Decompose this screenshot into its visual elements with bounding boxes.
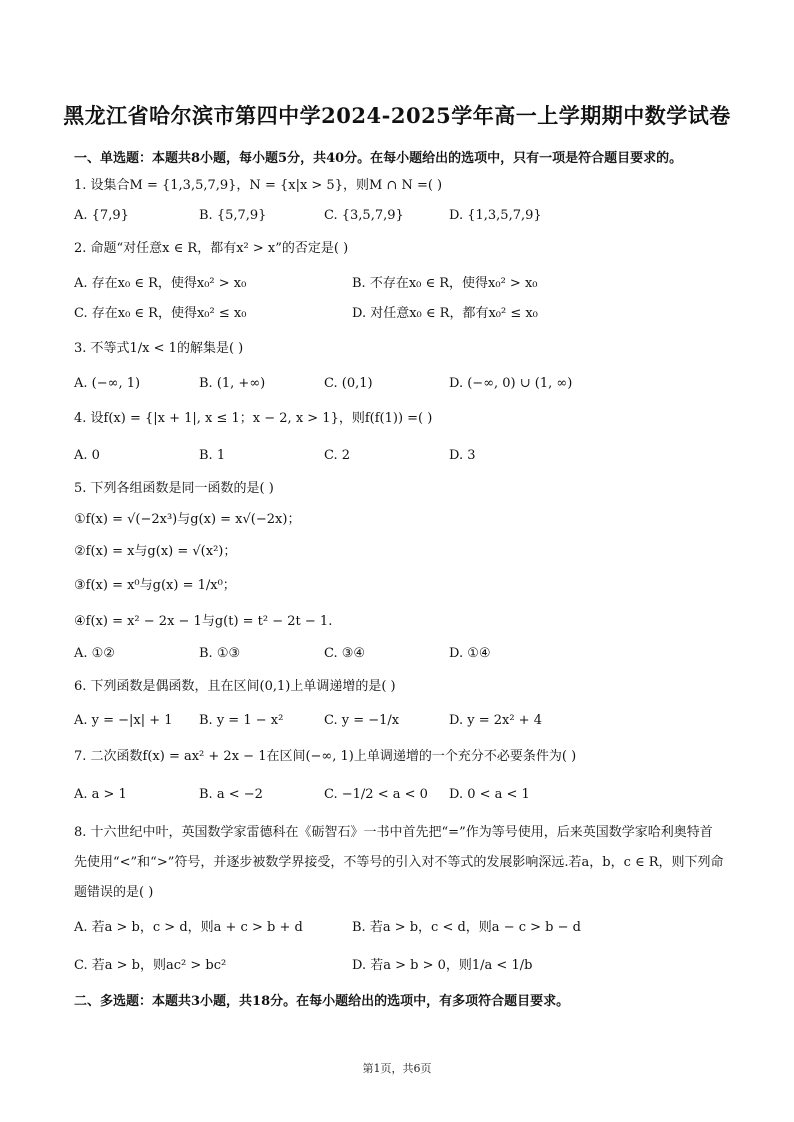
option-c: C. ③④ xyxy=(324,646,366,661)
page-title: 黑龙江省哈尔滨市第四中学2024-2025学年高一上学期期中数学试卷 xyxy=(63,103,731,128)
question-5-item-2: ②f(x) = x与g(x) = √(x²)； xyxy=(74,544,237,559)
option-d: D. (−∞, 0) ∪ (1, ∞) xyxy=(449,376,573,391)
question-1-stem: 1. 设集合M = {1,3,5,7,9}，N = {x|x > 5}，则M ∩ N =( ) xyxy=(74,178,443,193)
question-7-options xyxy=(74,787,724,802)
option-c: C. {3,5,7,9} xyxy=(324,208,404,223)
question-5-item-1: ①f(x) = √(−2x³)与g(x) = x√(−2x)； xyxy=(74,512,301,527)
option-b: B. 不存在x₀ ∈ R，使得x₀² > x₀ xyxy=(352,276,538,291)
option-a: A. ①② xyxy=(74,646,115,661)
question-5-item-3: ③f(x) = x⁰与g(x) = 1/x⁰； xyxy=(74,578,236,593)
question-4-stem: 4. 设f(x) = {|x + 1|, x ≤ 1；x − 2, x > 1}，则f(f(1)) =( ) xyxy=(74,411,433,426)
option-b: B. 1 xyxy=(199,448,226,463)
option-c: C. (0,1) xyxy=(324,376,373,391)
question-8-options-row2 xyxy=(74,954,724,973)
question-8-stem: 8. 十六世纪中叶，英国数学家雷德科在《砺智石》一书中首先把“=”作为等号使用，后来英国数学家哈利奥特首先使用“<”和“>”符号，并逐步被数学界接受，不等号的引入对不等式的发展影响深远.若a，b，c ∈ R，则下列命题错误的是( ) xyxy=(74,825,724,900)
question-3-stem: 3. 不等式1/x < 1的解集是( ) xyxy=(74,341,244,356)
option-a: A. 0 xyxy=(74,448,100,463)
option-d: D. 若a > b > 0，则1/a < 1/b xyxy=(352,958,533,973)
question-2-options-row1 xyxy=(74,272,724,291)
option-a: A. a > 1 xyxy=(74,787,127,802)
option-d: D. {1,3,5,7,9} xyxy=(449,208,542,223)
question-5-item-4: ④f(x) = x² − 2x − 1与g(t) = t² − 2t − 1. xyxy=(74,614,333,629)
option-c: C. y = −1/x xyxy=(324,713,400,728)
option-a: A. (−∞, 1) xyxy=(74,376,141,391)
question-6-stem: 6. 下列函数是偶函数，且在区间(0,1)上单调递增的是( ) xyxy=(74,679,396,694)
question-4-options xyxy=(74,448,724,463)
question-2-stem: 2. 命题“对任意x ∈ R，都有x² > x”的否定是( ) xyxy=(74,241,349,256)
option-d: D. 0 < a < 1 xyxy=(449,787,530,802)
option-d: D. y = 2x² + 4 xyxy=(449,713,542,728)
question-6-options xyxy=(74,713,724,728)
section-heading-multiple-choice: 二、多选题：本题共3小题，共18分。在每小题给出的选项中，有多项符合题目要求。 xyxy=(74,994,570,1009)
option-b: B. y = 1 − x² xyxy=(199,713,284,728)
option-d: D. 3 xyxy=(449,448,476,463)
option-b: B. (1, +∞) xyxy=(199,376,266,391)
option-b: B. {5,7,9} xyxy=(199,208,267,223)
option-a: A. {7,9} xyxy=(74,208,129,223)
question-5-stem: 5. 下列各组函数是同一函数的是( ) xyxy=(74,481,274,496)
option-c: C. −1/2 < a < 0 xyxy=(324,787,428,802)
question-8-options-row1 xyxy=(74,916,724,935)
option-b: B. a < −2 xyxy=(199,787,263,802)
question-5-options xyxy=(74,646,724,661)
option-b: B. ①③ xyxy=(199,646,241,661)
option-a: A. y = −|x| + 1 xyxy=(74,713,173,728)
question-3-options xyxy=(74,376,724,391)
question-7-stem: 7. 二次函数f(x) = ax² + 2x − 1在区间(−∞, 1)上单调递增的一个充分不必要条件为( ) xyxy=(74,749,577,764)
option-c: C. 2 xyxy=(324,448,351,463)
option-d: D. ①④ xyxy=(449,646,491,661)
option-b: B. 若a > b，c < d，则a − c > b − d xyxy=(352,920,581,935)
option-a: A. 若a > b，c > d，则a + c > b + d xyxy=(74,920,303,935)
option-d: D. 对任意x₀ ∈ R，都有x₀² ≤ x₀ xyxy=(352,306,538,321)
question-1-options xyxy=(74,208,724,223)
option-a: A. 存在x₀ ∈ R，使得x₀² > x₀ xyxy=(74,276,247,291)
page-footer: 第1页，共6页 xyxy=(362,1062,432,1075)
section-heading-single-choice: 一、单选题：本题共8小题，每小题5分，共40分。在每小题给出的选项中，只有一项是符合题目要求的。 xyxy=(74,151,683,166)
option-c: C. 若a > b，则ac² > bc² xyxy=(74,958,227,973)
question-2-options-row2 xyxy=(74,302,724,321)
option-c: C. 存在x₀ ∈ R，使得x₀² ≤ x₀ xyxy=(74,306,247,321)
